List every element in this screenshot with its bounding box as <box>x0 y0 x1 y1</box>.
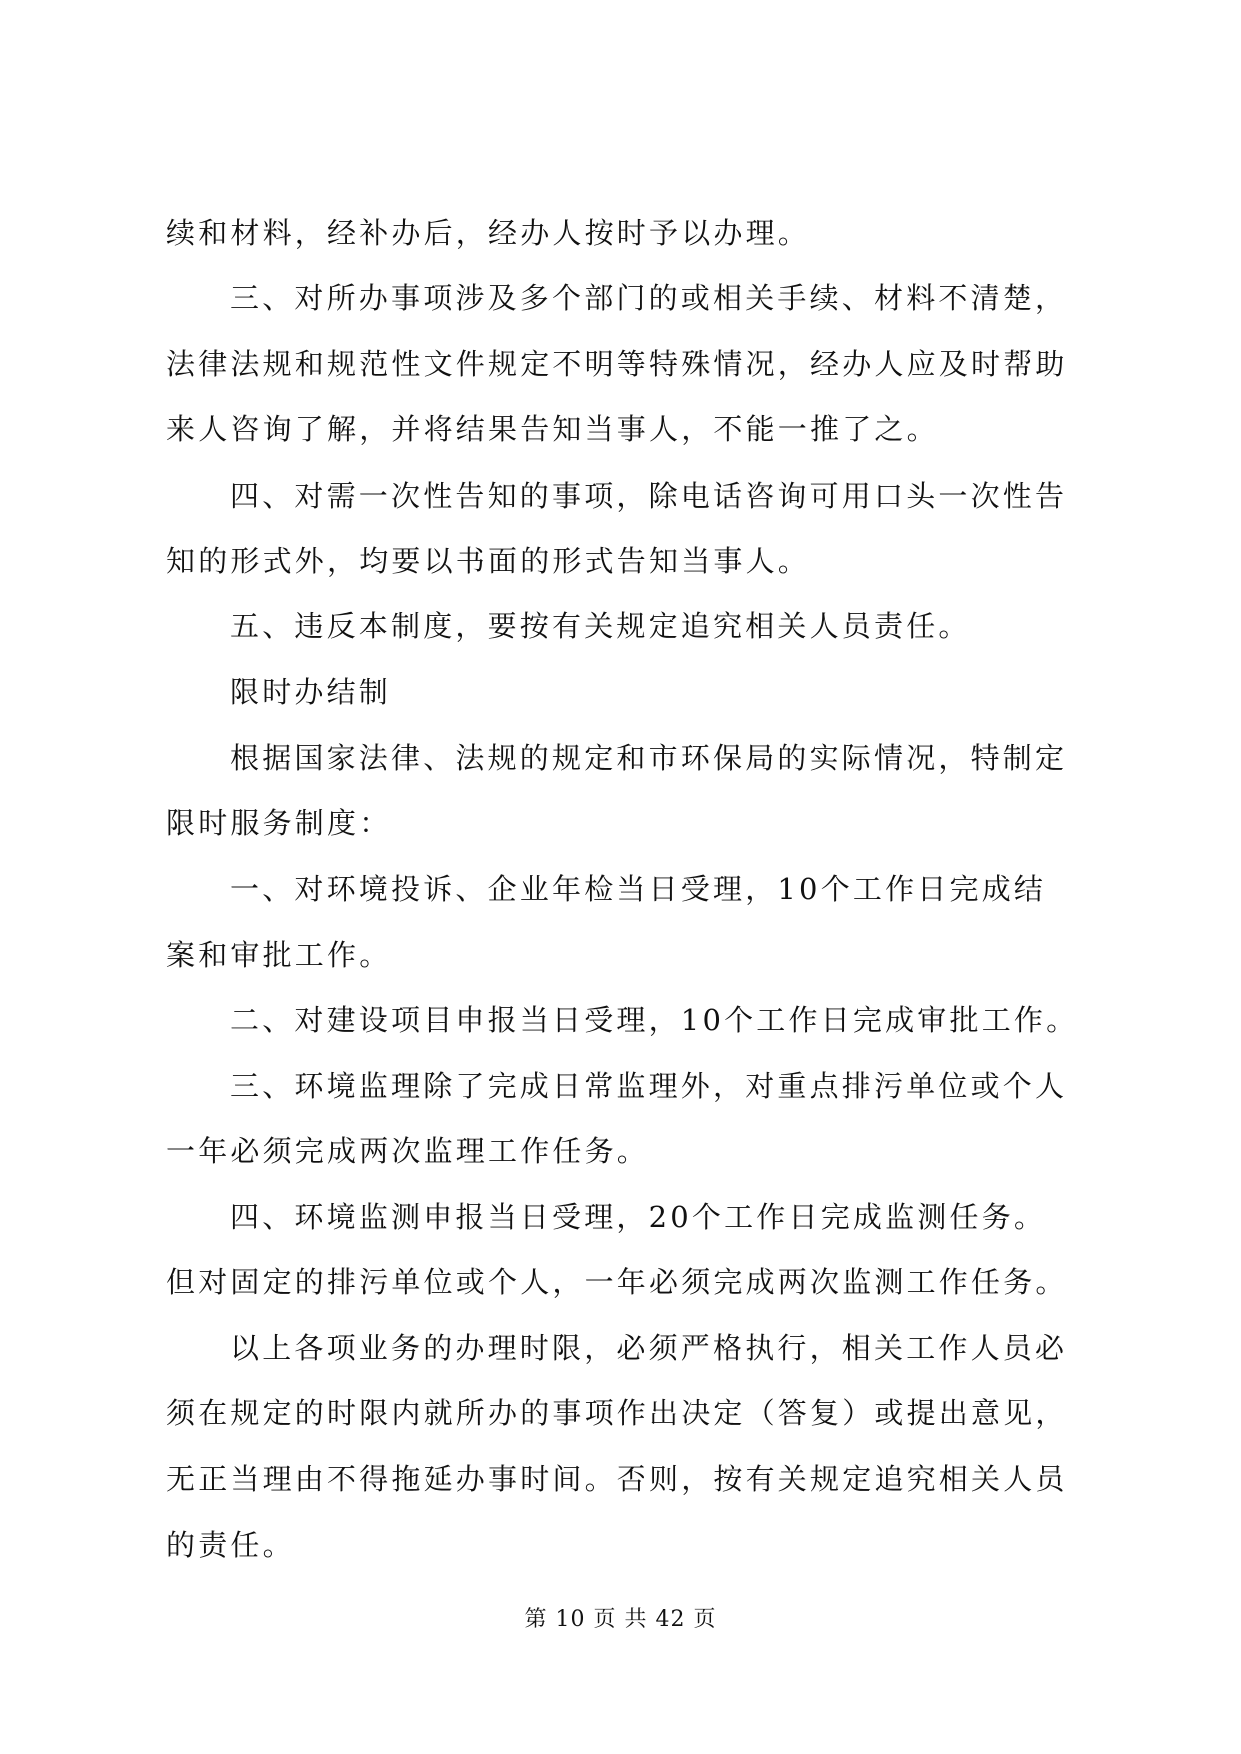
text-line: 三、环境监理除了完成日常监理外，对重点排污单位或个人 <box>230 1069 1068 1103</box>
text-line: 根据国家法律、法规的规定和市环保局的实际情况，特制定 <box>230 741 1068 775</box>
text-line: 四、对需一次性告知的事项，除电话咨询可用口头一次性告 <box>230 479 1068 513</box>
text-line: 五、违反本制度，要按有关规定追究相关人员责任。 <box>230 609 971 643</box>
text-line: 四、环境监测申报当日受理，20个工作日完成监测任务。 <box>230 1200 1047 1234</box>
page-number-footer: 第 10 页 共 42 页 <box>524 1607 717 1632</box>
text-line: 案和审批工作。 <box>166 938 392 972</box>
text-line: 但对固定的排污单位或个人，一年必须完成两次监测工作任务。 <box>166 1265 1068 1299</box>
text-line: 须在规定的时限内就所办的事项作出决定（答复）或提出意见， <box>166 1396 1068 1430</box>
text-line: 限时服务制度： <box>166 806 392 840</box>
text-line: 一、对环境投诉、企业年检当日受理，10个工作日完成结 <box>230 872 1047 906</box>
section-heading: 限时办结制 <box>230 675 392 709</box>
text-line: 法律法规和规范性文件规定不明等特殊情况，经办人应及时帮助 <box>166 347 1068 381</box>
text-line: 无正当理由不得拖延办事时间。否则，按有关规定追究相关人员 <box>166 1462 1068 1496</box>
text-line: 三、对所办事项涉及多个部门的或相关手续、材料不清楚， <box>230 281 1068 315</box>
text-line: 一年必须完成两次监理工作任务。 <box>166 1134 650 1168</box>
text-line: 续和材料，经补办后，经办人按时予以办理。 <box>166 216 811 250</box>
text-line: 的责任。 <box>166 1528 295 1562</box>
text-line: 二、对建设项目申报当日受理，10个工作日完成审批工作。 <box>230 1003 1079 1037</box>
text-line: 来人咨询了解，并将结果告知当事人，不能一推了之。 <box>166 412 939 446</box>
text-line: 知的形式外，均要以书面的形式告知当事人。 <box>166 544 811 578</box>
text-line: 以上各项业务的办理时限，必须严格执行，相关工作人员必 <box>230 1331 1068 1365</box>
